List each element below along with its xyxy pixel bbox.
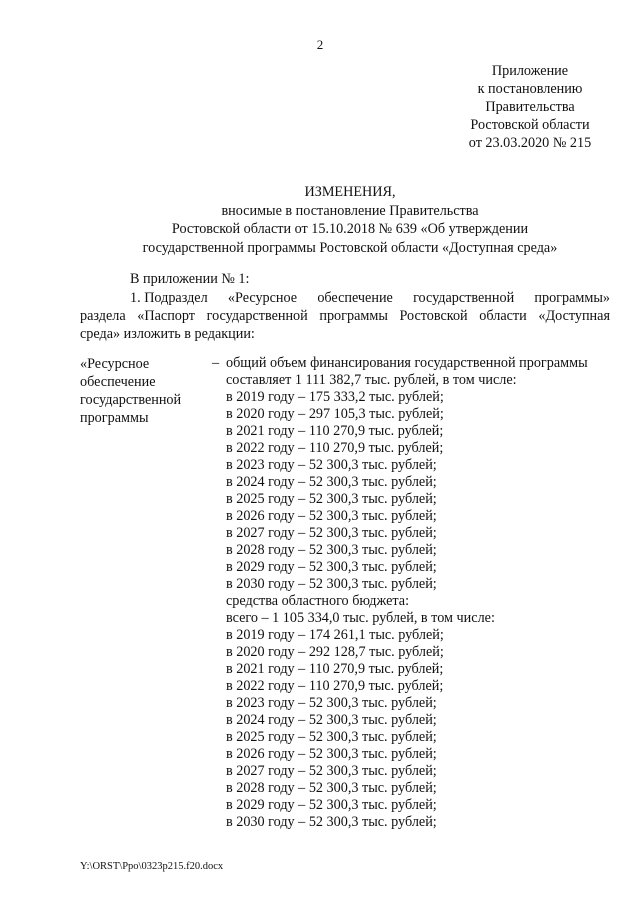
word: «Доступная bbox=[538, 308, 610, 324]
appendix-line: от 23.03.2020 № 215 bbox=[468, 135, 592, 151]
financing-line: в 2027 году – 52 300,3 тыс. рублей; bbox=[226, 525, 437, 541]
word: программы bbox=[319, 308, 388, 324]
paragraph-line bbox=[80, 307, 610, 325]
financing-line: в 2021 году – 110 270,9 тыс. рублей; bbox=[226, 661, 444, 677]
paragraph-line: среда» изложить в редакции: bbox=[80, 326, 255, 342]
financing-line: в 2024 году – 52 300,3 тыс. рублей; bbox=[226, 712, 437, 728]
appendix-block bbox=[440, 62, 620, 152]
word: программы» bbox=[534, 290, 610, 306]
financing-line: в 2022 году – 110 270,9 тыс. рублей; bbox=[226, 678, 444, 694]
financing-line: в 2019 году – 174 261,1 тыс. рублей; bbox=[226, 627, 444, 643]
financing-line: в 2023 году – 52 300,3 тыс. рублей; bbox=[226, 695, 437, 711]
appendix-line: Правительства bbox=[485, 99, 575, 115]
financing-line: в 2029 году – 52 300,3 тыс. рублей; bbox=[226, 797, 437, 813]
financing-line: в 2020 году – 292 128,7 тыс. рублей; bbox=[226, 644, 444, 660]
table-dash: – bbox=[212, 355, 220, 371]
financing-line: общий объем финансирования государственной программы bbox=[226, 355, 588, 371]
word: раздела bbox=[80, 308, 126, 324]
financing-line: в 2029 году – 52 300,3 тыс. рублей; bbox=[226, 559, 437, 575]
financing-line: в 2028 году – 52 300,3 тыс. рублей; bbox=[226, 780, 437, 796]
financing-line: в 2025 году – 52 300,3 тыс. рублей; bbox=[226, 491, 437, 507]
heading-line: Ростовской области от 15.10.2018 № 639 «Об утверждении bbox=[171, 221, 529, 237]
left-label-line: государственной bbox=[80, 392, 182, 408]
intro-text: В приложении № 1: bbox=[130, 271, 250, 287]
word: Ростовской bbox=[399, 308, 468, 324]
footer-path: Y:\ORST\Ppo\0323p215.f20.docx bbox=[80, 861, 224, 872]
word: государственной bbox=[413, 290, 515, 306]
financing-line: в 2020 году – 297 105,3 тыс. рублей; bbox=[226, 406, 444, 422]
left-label-line: обеспечение bbox=[80, 374, 156, 390]
appendix-line: к постановлению bbox=[477, 81, 583, 97]
table-right-column bbox=[226, 355, 620, 831]
word: «Паспорт bbox=[137, 308, 195, 324]
financing-line: в 2026 году – 52 300,3 тыс. рублей; bbox=[226, 508, 437, 524]
financing-line: в 2026 году – 52 300,3 тыс. рублей; bbox=[226, 746, 437, 762]
word: государственной bbox=[206, 308, 308, 324]
financing-line: в 2028 году – 52 300,3 тыс. рублей; bbox=[226, 542, 437, 558]
page-number: 2 bbox=[316, 37, 324, 52]
document-heading bbox=[80, 183, 620, 257]
left-label-line: программы bbox=[80, 410, 149, 426]
word: обеспечение bbox=[317, 290, 393, 306]
paragraph bbox=[80, 289, 610, 343]
financing-line: всего – 1 105 334,0 тыс. рублей, в том числе: bbox=[226, 610, 495, 626]
financing-line: в 2023 году – 52 300,3 тыс. рублей; bbox=[226, 457, 437, 473]
appendix-line: Приложение bbox=[491, 63, 569, 79]
table-left-column bbox=[80, 355, 200, 427]
word: «Ресурсное bbox=[227, 290, 298, 306]
financing-line: в 2030 году – 52 300,3 тыс. рублей; bbox=[226, 576, 437, 592]
word: области bbox=[479, 308, 527, 324]
financing-line: в 2027 году – 52 300,3 тыс. рублей; bbox=[226, 763, 437, 779]
appendix-line: Ростовской области bbox=[470, 117, 590, 133]
financing-line: в 2022 году – 110 270,9 тыс. рублей; bbox=[226, 440, 444, 456]
financing-line: в 2025 году – 52 300,3 тыс. рублей; bbox=[226, 729, 437, 745]
heading-line: вносимые в постановление Правительства bbox=[221, 202, 479, 219]
heading-title: ИЗМЕНЕНИЯ, bbox=[304, 184, 396, 200]
financing-line: в 2024 году – 52 300,3 тыс. рублей; bbox=[226, 474, 437, 490]
financing-line: в 2030 году – 52 300,3 тыс. рублей; bbox=[226, 814, 437, 830]
paragraph-line bbox=[80, 289, 610, 307]
heading-line: государственной программы Ростовской области «Доступная среда» bbox=[142, 239, 558, 256]
left-label-line: «Ресурсное bbox=[80, 356, 150, 372]
financing-line: в 2019 году – 175 333,2 тыс. рублей; bbox=[226, 389, 444, 405]
financing-line: в 2021 году – 110 270,9 тыс. рублей; bbox=[226, 423, 444, 439]
financing-line: средства областного бюджета: bbox=[226, 593, 410, 609]
word: 1. Подраздел bbox=[130, 290, 208, 306]
financing-line: составляет 1 111 382,7 тыс. рублей, в том числе: bbox=[226, 372, 517, 388]
